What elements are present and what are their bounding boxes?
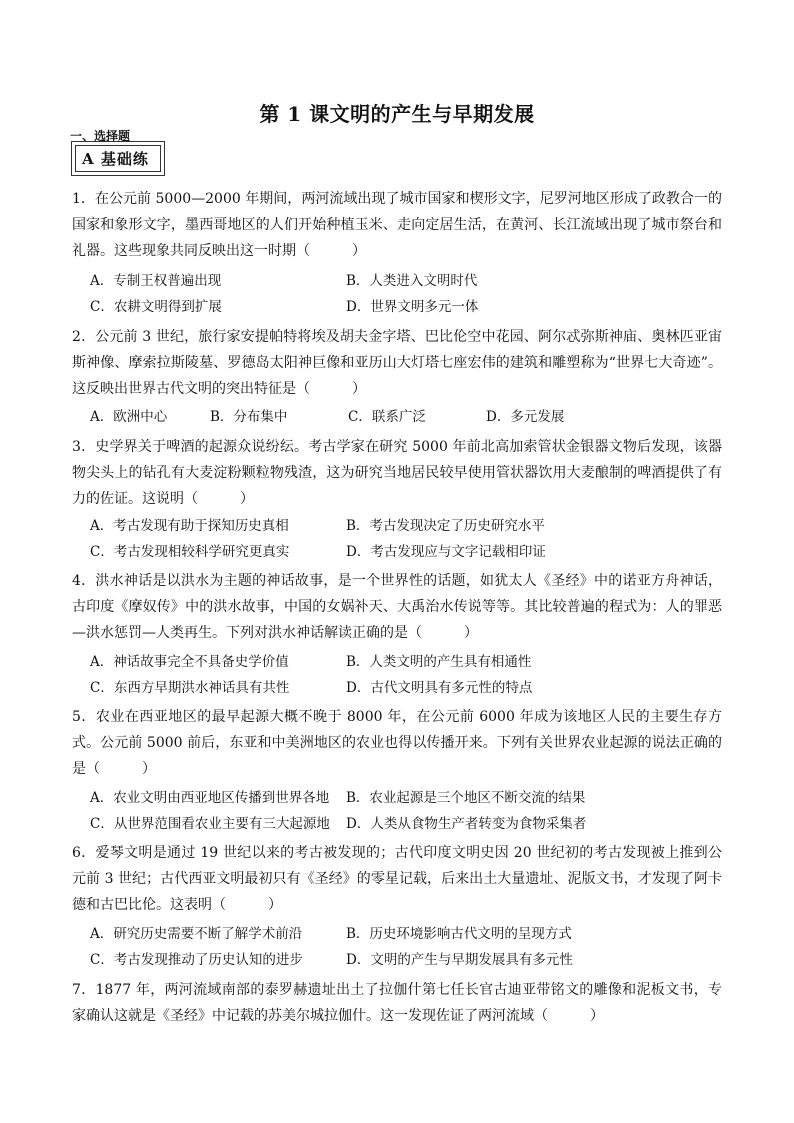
option-d: D．人类从食物生产者转变为食物采集者 bbox=[346, 816, 587, 832]
option-a: A．农业文明由西亚地区传播到世界各地 bbox=[90, 790, 330, 806]
question-1-stem: 1．在公元前 5000—2000 年期间，两河流域出现了城市国家和楔形文字，尼罗河地区形成了政教合一的国家和象形文字，墨西哥地区的人们开始种植玉米、走向定居生活，在黄河、长江流域出现了城市祭台和礼器。这些现象共同反映出这一时期（ ） bbox=[72, 191, 722, 259]
option-c: C．考古发现相较科学研究更真实 bbox=[90, 544, 290, 560]
options-row bbox=[90, 649, 730, 675]
option-d: D．古代文明具有多元性的特点 bbox=[346, 680, 533, 696]
options-row bbox=[90, 811, 730, 837]
option-b: B．考古发现决定了历史研究水平 bbox=[346, 518, 545, 534]
option-c: C．联系广泛 bbox=[348, 409, 426, 425]
question-5-stem: 5．农业在西亚地区的最早起源大概不晚于 8000 年，在公元前 6000 年成为该地区人民的主要生存方式。公元前 5000 前后，东亚和中美洲地区的农业也得以传播开来。下列有关世界农业起源的说法正确的是（ ） bbox=[72, 709, 722, 777]
option-b: B．历史环境影响古代文明的呈现方式 bbox=[346, 926, 572, 942]
option-b: B．人类进入文明时代 bbox=[346, 273, 478, 289]
options-row bbox=[90, 539, 730, 565]
options-row bbox=[90, 785, 730, 811]
question-4-options bbox=[90, 649, 730, 701]
option-a: A．欧洲中心 bbox=[90, 409, 168, 425]
question-6-stem: 6．爱琴文明是通过 19 世纪以来的考古被发现的；古代印度文明史因 20 世纪初的考古发现被上推到公元前 3 世纪；古代西亚文明最初只有《圣经》的零星记载，后来出土大量遗址、泥版文书，才发现了阿卡德和古巴比伦。这表明（ ） bbox=[72, 845, 722, 913]
question-7-stem: 7．1877 年，两河流域南部的泰罗赫遗址出土了拉伽什第七任长官古迪亚带铭文的雕像和泥板文书，专家确认这就是《圣经》中记载的苏美尔城拉伽什。这一发现佐证了两河流域（ ） bbox=[72, 982, 722, 1024]
option-a: A．专制王权普遍出现 bbox=[90, 273, 222, 289]
option-d: D．世界文明多元一体 bbox=[346, 299, 479, 315]
options-row bbox=[90, 921, 730, 947]
options-row bbox=[90, 513, 730, 539]
option-b: B．人类文明的产生具有相通性 bbox=[346, 654, 532, 670]
section-heading: 一、选择题 bbox=[70, 129, 131, 143]
option-a: A．考古发现有助于探知历史真相 bbox=[90, 518, 289, 534]
options-row bbox=[90, 947, 730, 973]
option-d: D．多元发展 bbox=[486, 409, 565, 425]
option-c: C．从世界范围看农业主要有三大起源地 bbox=[90, 816, 330, 832]
options-row bbox=[90, 404, 730, 430]
question-3-stem: 3．史学界关于啤酒的起源众说纷纭。考古学家在研究 5000 年前北高加索管状金银器文物后发现，该器物尖头上的钻孔有大麦淀粉颗粒物残渣，这为研究当地居民较早使用管状器饮用大麦酿制的啤酒提供了有力的佐证。这说明（ ） bbox=[72, 439, 722, 507]
option-b: B．农业起源是三个地区不断交流的结果 bbox=[346, 790, 586, 806]
options-row bbox=[90, 675, 730, 701]
option-b: B．分布集中 bbox=[210, 409, 288, 425]
question-2-options bbox=[90, 404, 730, 430]
question-6-options bbox=[90, 921, 730, 973]
option-a: A．研究历史需要不断了解学术前沿 bbox=[90, 926, 303, 942]
option-c: C．东西方早期洪水神话具有共性 bbox=[90, 680, 290, 696]
options-row bbox=[90, 294, 730, 320]
question-5-options bbox=[90, 785, 730, 837]
question-1-options bbox=[90, 268, 730, 320]
question-4-stem: 4．洪水神话是以洪水为主题的神话故事，是一个世界性的话题，如犹太人《圣经》中的诺亚方舟神话，古印度《摩奴传》中的洪水故事，中国的女娲补天、大禹治水传说等等。其比较普遍的程式为：人的罪恶—洪水惩罚—人类再生。下列对洪水神话解读正确的是（ ） bbox=[72, 573, 722, 641]
level-badge-label: A 基础练 bbox=[75, 145, 161, 172]
question-2-stem: 2．公元前 3 世纪，旅行家安提帕特将埃及胡夫金字塔、巴比伦空中花园、阿尔忒弥斯神庙、奥林匹亚宙斯神像、摩索拉斯陵墓、罗德岛太阳神巨像和亚历山大灯塔七座宏伟的建筑和雕塑称为“世界七大奇迹”。这反映出世界古代文明的突出特征是（ ） bbox=[72, 329, 722, 397]
question-3-options bbox=[90, 513, 730, 565]
option-c: C．农耕文明得到扩展 bbox=[90, 299, 222, 315]
options-row bbox=[90, 268, 730, 294]
option-d: D．文明的产生与早期发展具有多元性 bbox=[346, 952, 573, 968]
option-a: A．神话故事完全不具备史学价值 bbox=[90, 654, 289, 670]
page-title: 第 1 课文明的产生与早期发展 bbox=[259, 102, 535, 126]
option-c: C．考古发现推动了历史认知的进步 bbox=[90, 952, 303, 968]
option-d: D．考古发现应与文字记载相印证 bbox=[346, 544, 546, 560]
level-badge bbox=[71, 141, 165, 176]
